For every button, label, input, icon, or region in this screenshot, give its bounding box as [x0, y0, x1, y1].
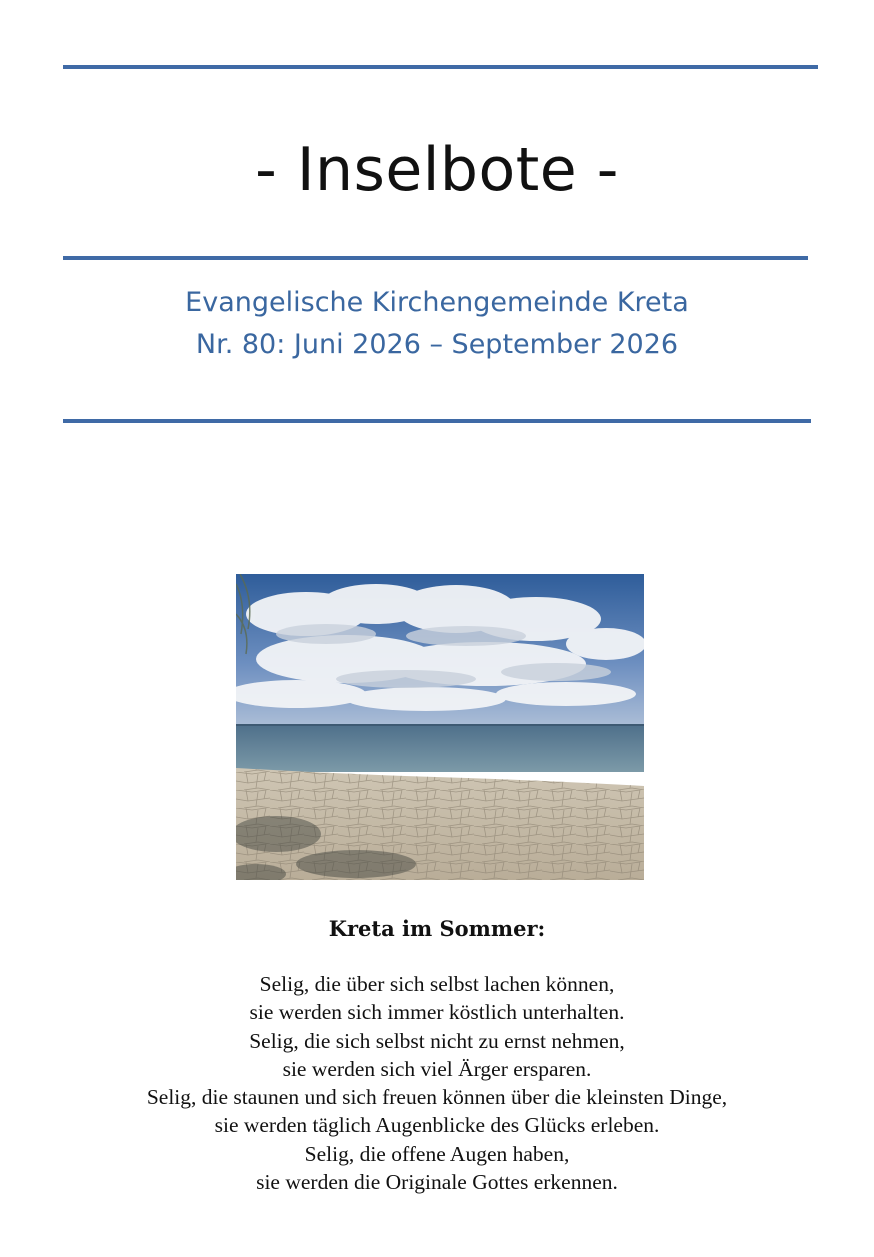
poem-title: Kreta im Sommer:	[328, 916, 546, 941]
poem-line: sie werden sich immer köstlich unterhalten.	[249, 1000, 625, 1025]
poem-line: sie werden die Originale Gottes erkennen.	[256, 1170, 618, 1195]
poem-line: Selig, die offene Augen haben,	[304, 1141, 570, 1166]
parish-name: Evangelische Kirchengemeinde Kreta	[185, 287, 689, 318]
poem-text	[0, 970, 874, 1196]
poem-line: sie werden sich viel Ärger ersparen.	[282, 1056, 592, 1081]
poem-line: sie werden täglich Augenblicke des Glücks erleben.	[214, 1113, 660, 1138]
poem-line: Selig, die über sich selbst lachen können,	[259, 972, 615, 996]
top-divider	[63, 65, 818, 69]
cover-photo-beach	[236, 574, 644, 880]
newsletter-title: - Inselbote -	[255, 135, 619, 205]
middle-divider	[63, 256, 808, 260]
poem-line: Selig, die staunen und sich freuen können über die kleinsten Dinge,	[146, 1085, 728, 1110]
poem-line: Selig, die sich selbst nicht zu ernst nehmen,	[249, 1028, 625, 1053]
issue-info: Nr. 80: Juni 2026 – September 2026	[195, 329, 679, 360]
bottom-divider	[63, 419, 811, 423]
